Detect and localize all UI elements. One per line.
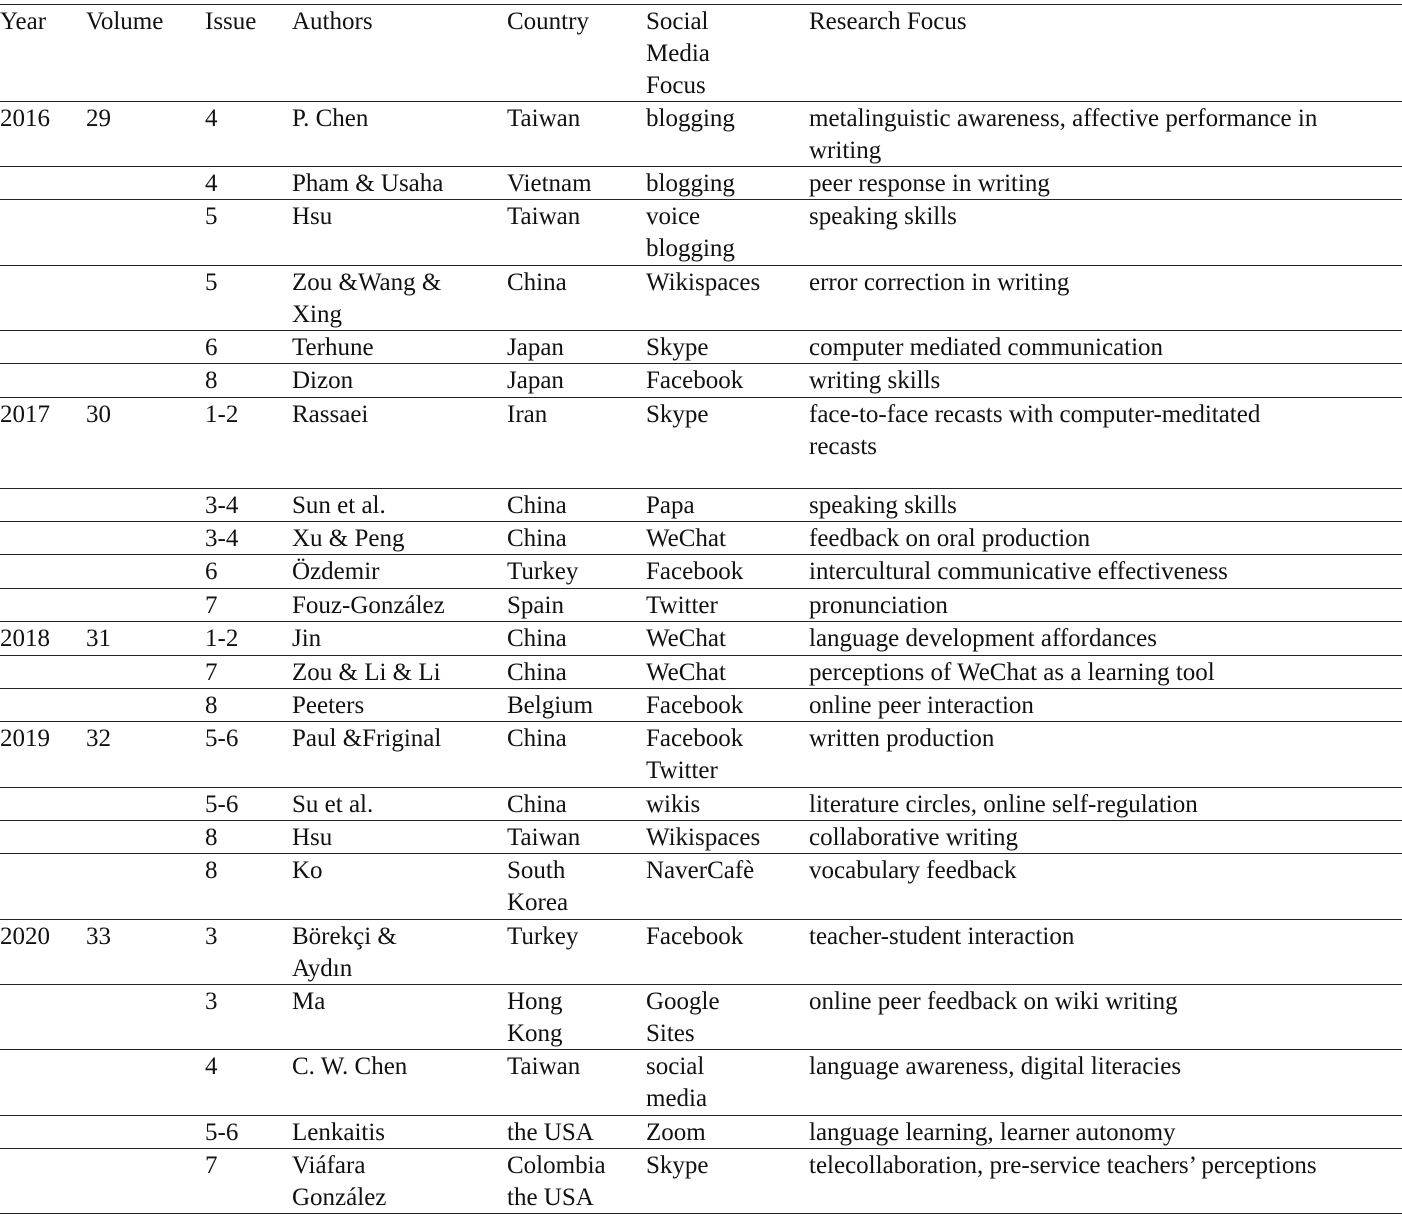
cell-focus-line: online peer interaction bbox=[809, 692, 1034, 719]
cell-volume-line: 32 bbox=[86, 725, 111, 752]
cell-country-line: South bbox=[507, 857, 566, 884]
cell-social-line: blogging bbox=[646, 105, 735, 132]
cell-focus bbox=[809, 556, 1228, 588]
cell-year bbox=[0, 103, 50, 135]
cell-focus-line: telecollaboration, pre-service teachers’ perceptions bbox=[809, 1152, 1317, 1179]
cell-issue bbox=[205, 855, 218, 887]
cell-issue-line: 6 bbox=[205, 558, 218, 585]
cell-social-line: Papa bbox=[646, 492, 695, 519]
cell-focus-line: online peer feedback on wiki writing bbox=[809, 988, 1178, 1015]
cell-social-line: Skype bbox=[646, 1152, 709, 1179]
cell-focus bbox=[809, 1117, 1176, 1149]
cell-issue bbox=[205, 267, 218, 299]
cell-issue bbox=[205, 201, 218, 233]
cell-social-line: wikis bbox=[646, 791, 701, 818]
cell-authors-line: Xing bbox=[292, 301, 342, 328]
cell-country-line: Kong bbox=[507, 1020, 563, 1047]
cell-country-line: China bbox=[507, 625, 567, 652]
cell-authors-line: Peeters bbox=[292, 692, 365, 719]
cell-country bbox=[507, 365, 564, 397]
cell-volume bbox=[86, 623, 111, 655]
cell-focus bbox=[809, 623, 1157, 655]
cell-authors bbox=[292, 168, 443, 200]
cell-issue-line: 5-6 bbox=[205, 1119, 239, 1146]
cell-social-line: Wikispaces bbox=[646, 269, 761, 296]
cell-issue bbox=[205, 822, 218, 854]
cell-issue-line: 1-2 bbox=[205, 625, 239, 652]
cell-focus-line: language awareness, digital literacies bbox=[809, 1053, 1182, 1080]
cell-social-line: Wikispaces bbox=[646, 824, 761, 851]
cell-issue bbox=[205, 556, 218, 588]
row-rule bbox=[0, 397, 1402, 398]
cell-authors-line: Aydın bbox=[292, 955, 353, 982]
cell-country-line: Turkey bbox=[507, 558, 579, 585]
cell-focus-line: pronunciation bbox=[809, 592, 948, 619]
cell-authors bbox=[292, 986, 325, 1018]
cell-issue-line: 5 bbox=[205, 269, 218, 296]
cell-year-line: 2019 bbox=[0, 725, 50, 752]
cell-country bbox=[507, 490, 567, 522]
cell-issue bbox=[205, 1150, 218, 1182]
cell-focus bbox=[809, 921, 1074, 953]
cell-country-line: Taiwan bbox=[507, 824, 581, 851]
cell-country-line: Taiwan bbox=[507, 1053, 581, 1080]
cell-focus bbox=[809, 789, 1198, 821]
cell-social bbox=[646, 690, 743, 722]
cell-issue-line: 8 bbox=[205, 367, 218, 394]
header-authors-line: Authors bbox=[292, 8, 373, 35]
cell-authors-line: Özdemir bbox=[292, 558, 380, 585]
cell-social-line: Google bbox=[646, 988, 720, 1015]
cell-social bbox=[646, 490, 695, 522]
cell-issue-line: 7 bbox=[205, 1152, 218, 1179]
cell-authors-line: Dizon bbox=[292, 367, 354, 394]
cell-issue bbox=[205, 332, 218, 364]
cell-country bbox=[507, 1051, 580, 1083]
header-issue-line: Issue bbox=[205, 8, 257, 35]
cell-country-line: China bbox=[507, 725, 567, 752]
cell-authors bbox=[292, 855, 323, 887]
cell-issue bbox=[205, 921, 218, 953]
cell-country-line: Turkey bbox=[507, 923, 579, 950]
cell-issue bbox=[205, 590, 218, 622]
cell-social-line: Twitter bbox=[646, 757, 718, 784]
cell-country bbox=[507, 523, 567, 555]
cell-authors bbox=[292, 657, 441, 689]
cell-focus-line: recasts bbox=[809, 433, 878, 460]
cell-issue bbox=[205, 103, 218, 135]
cell-country bbox=[507, 986, 563, 1050]
cell-volume bbox=[86, 103, 111, 135]
cell-social-line: NaverCafè bbox=[646, 857, 755, 884]
cell-authors-line: Pham & Usaha bbox=[292, 170, 444, 197]
cell-social bbox=[646, 1051, 707, 1115]
cell-issue-line: 3-4 bbox=[205, 492, 239, 519]
header-country-line: Country bbox=[507, 8, 589, 35]
cell-social bbox=[646, 657, 726, 689]
cell-focus bbox=[809, 1150, 1317, 1182]
cell-issue-line: 1-2 bbox=[205, 401, 239, 428]
cell-social bbox=[646, 523, 726, 555]
cell-authors-line: Rassaei bbox=[292, 401, 369, 428]
cell-focus bbox=[809, 986, 1178, 1018]
header-year bbox=[0, 6, 46, 38]
cell-issue bbox=[205, 690, 218, 722]
row-rule bbox=[0, 330, 1402, 331]
cell-authors-line: Zou & Li & Li bbox=[292, 659, 441, 686]
cell-issue bbox=[205, 523, 238, 555]
cell-authors-line: Terhune bbox=[292, 334, 374, 361]
cell-social-line: voice bbox=[646, 203, 701, 230]
cell-country-line: China bbox=[507, 269, 567, 296]
cell-issue bbox=[205, 490, 238, 522]
cell-focus bbox=[809, 103, 1317, 167]
cell-issue bbox=[205, 168, 218, 200]
cell-issue-line: 7 bbox=[205, 592, 218, 619]
cell-authors-line: Jin bbox=[292, 625, 322, 652]
cell-authors-line: Hsu bbox=[292, 824, 333, 851]
cell-authors bbox=[292, 332, 374, 364]
cell-year-line: 2020 bbox=[0, 923, 50, 950]
cell-focus-line: error correction in writing bbox=[809, 269, 1070, 296]
cell-social-line: media bbox=[646, 1085, 708, 1112]
cell-social-line: WeChat bbox=[646, 525, 726, 552]
cell-social bbox=[646, 789, 700, 821]
cell-authors bbox=[292, 201, 332, 233]
cell-authors bbox=[292, 789, 373, 821]
cell-focus bbox=[809, 523, 1090, 555]
header-country bbox=[507, 6, 589, 38]
cell-social bbox=[646, 723, 743, 787]
cell-country bbox=[507, 201, 580, 233]
cell-country-line: Japan bbox=[507, 334, 564, 361]
cell-issue bbox=[205, 365, 218, 397]
cell-issue-line: 3 bbox=[205, 988, 218, 1015]
cell-issue-line: 4 bbox=[205, 105, 218, 132]
cell-country-line: Spain bbox=[507, 592, 564, 619]
row-rule bbox=[0, 1115, 1402, 1116]
cell-focus-line: writing skills bbox=[809, 367, 941, 394]
cell-country-line: Colombia bbox=[507, 1152, 606, 1179]
cell-focus bbox=[809, 657, 1215, 689]
cell-country bbox=[507, 789, 567, 821]
cell-authors-line: Paul &Friginal bbox=[292, 725, 442, 752]
cell-issue bbox=[205, 1051, 218, 1083]
cell-focus-line: vocabulary feedback bbox=[809, 857, 1017, 884]
cell-authors bbox=[292, 690, 364, 722]
cell-social bbox=[646, 168, 735, 200]
cell-social bbox=[646, 332, 709, 364]
cell-social-line: Zoom bbox=[646, 1119, 706, 1146]
cell-issue-line: 8 bbox=[205, 824, 218, 851]
cell-country bbox=[507, 1150, 606, 1214]
cell-country bbox=[507, 690, 593, 722]
cell-issue-line: 5-6 bbox=[205, 791, 239, 818]
cell-authors bbox=[292, 1117, 385, 1149]
cell-authors bbox=[292, 523, 405, 555]
header-social-line: Social bbox=[646, 8, 709, 35]
cell-country bbox=[507, 822, 580, 854]
cell-authors-line: Zou &Wang & bbox=[292, 269, 442, 296]
cell-issue-line: 3 bbox=[205, 923, 218, 950]
cell-country bbox=[507, 921, 578, 953]
cell-year bbox=[0, 921, 50, 953]
cell-focus-line: intercultural communicative effectiveness bbox=[809, 558, 1228, 585]
cell-focus-line: literature circles, online self-regulation bbox=[809, 791, 1198, 818]
cell-issue bbox=[205, 1117, 238, 1149]
cell-authors-line: Lenkaitis bbox=[292, 1119, 386, 1146]
cell-focus bbox=[809, 690, 1034, 722]
cell-authors bbox=[292, 590, 445, 622]
cell-social-line: Sites bbox=[646, 1020, 695, 1047]
cell-social bbox=[646, 399, 709, 431]
cell-social-line: Twitter bbox=[646, 592, 718, 619]
cell-authors-line: Xu & Peng bbox=[292, 525, 405, 552]
cell-issue bbox=[205, 789, 238, 821]
header-social-line: Focus bbox=[646, 72, 706, 99]
cell-country-line: Japan bbox=[507, 367, 564, 394]
cell-social bbox=[646, 623, 726, 655]
cell-social-line: Facebook bbox=[646, 725, 744, 752]
cell-issue bbox=[205, 986, 218, 1018]
cell-issue-line: 5-6 bbox=[205, 725, 239, 752]
cell-social bbox=[646, 365, 743, 397]
cell-issue bbox=[205, 657, 218, 689]
cell-focus-line: face-to-face recasts with computer-meditated bbox=[809, 401, 1261, 428]
cell-volume-line: 31 bbox=[86, 625, 111, 652]
cell-focus-line: speaking skills bbox=[809, 203, 957, 230]
cell-country-line: Belgium bbox=[507, 692, 594, 719]
cell-country bbox=[507, 399, 547, 431]
cell-country bbox=[507, 332, 564, 364]
cell-social-line: Skype bbox=[646, 334, 709, 361]
cell-volume bbox=[86, 399, 111, 431]
cell-volume bbox=[86, 723, 111, 755]
cell-focus bbox=[809, 399, 1260, 463]
cell-issue-line: 7 bbox=[205, 659, 218, 686]
cell-social-line: WeChat bbox=[646, 659, 726, 686]
cell-country bbox=[507, 657, 567, 689]
cell-country-line: the USA bbox=[507, 1184, 594, 1211]
cell-country-line: Iran bbox=[507, 401, 548, 428]
cell-social-line: WeChat bbox=[646, 625, 726, 652]
cell-focus-line: feedback on oral production bbox=[809, 525, 1091, 552]
cell-authors bbox=[292, 1051, 407, 1083]
row-rule bbox=[0, 588, 1402, 589]
cell-issue-line: 4 bbox=[205, 1053, 218, 1080]
cell-country bbox=[507, 103, 580, 135]
row-rule bbox=[0, 919, 1402, 920]
header-year-line: Year bbox=[0, 8, 47, 35]
cell-social bbox=[646, 1117, 706, 1149]
cell-social bbox=[646, 201, 735, 265]
cell-social bbox=[646, 556, 743, 588]
cell-authors bbox=[292, 822, 332, 854]
cell-country-line: China bbox=[507, 492, 567, 519]
cell-focus bbox=[809, 723, 994, 755]
cell-focus bbox=[809, 168, 1050, 200]
cell-country-line: China bbox=[507, 791, 567, 818]
cell-authors bbox=[292, 921, 397, 985]
cell-social bbox=[646, 103, 735, 135]
cell-focus-line: perceptions of WeChat as a learning tool bbox=[809, 659, 1215, 686]
cell-social-line: Skype bbox=[646, 401, 709, 428]
header-focus-line: Research Focus bbox=[809, 8, 967, 35]
cell-country bbox=[507, 556, 578, 588]
cell-country-line: the USA bbox=[507, 1119, 594, 1146]
cell-social-line: blogging bbox=[646, 170, 735, 197]
cell-issue bbox=[205, 399, 238, 431]
cell-authors bbox=[292, 490, 386, 522]
cell-focus bbox=[809, 490, 957, 522]
header-authors bbox=[292, 6, 373, 38]
header-volume bbox=[86, 6, 163, 38]
cell-issue-line: 4 bbox=[205, 170, 218, 197]
cell-authors bbox=[292, 103, 368, 135]
cell-volume bbox=[86, 921, 111, 953]
cell-focus bbox=[809, 855, 1017, 887]
cell-social bbox=[646, 921, 743, 953]
cell-social-line: social bbox=[646, 1053, 705, 1080]
cell-authors-line: Viáfara bbox=[292, 1152, 366, 1179]
header-social-line: Media bbox=[646, 40, 710, 67]
cell-authors-line: P. Chen bbox=[292, 105, 369, 132]
cell-focus-line: collaborative writing bbox=[809, 824, 1018, 851]
cell-year-line: 2018 bbox=[0, 625, 50, 652]
cell-focus bbox=[809, 332, 1163, 364]
cell-country-line: China bbox=[507, 659, 567, 686]
cell-authors-line: Ko bbox=[292, 857, 323, 884]
cell-authors bbox=[292, 365, 353, 397]
cell-issue-line: 8 bbox=[205, 692, 218, 719]
cell-focus-line: speaking skills bbox=[809, 492, 957, 519]
cell-year-line: 2017 bbox=[0, 401, 50, 428]
cell-social-line: Facebook bbox=[646, 558, 744, 585]
cell-authors-line: González bbox=[292, 1184, 387, 1211]
cell-authors bbox=[292, 399, 368, 431]
cell-focus-line: metalinguistic awareness, affective performance in bbox=[809, 105, 1318, 132]
cell-issue bbox=[205, 623, 238, 655]
cell-focus-line: language development affordances bbox=[809, 625, 1157, 652]
cell-authors bbox=[292, 1150, 386, 1214]
cell-year bbox=[0, 623, 50, 655]
cell-country bbox=[507, 590, 564, 622]
cell-country-line: Taiwan bbox=[507, 105, 581, 132]
cell-focus bbox=[809, 365, 940, 397]
cell-authors-line: Börekçi & bbox=[292, 923, 397, 950]
cell-authors-line: Su et al. bbox=[292, 791, 374, 818]
header-issue bbox=[205, 6, 256, 38]
cell-focus bbox=[809, 267, 1069, 299]
cell-issue-line: 8 bbox=[205, 857, 218, 884]
cell-country bbox=[507, 168, 592, 200]
row-rule bbox=[0, 1213, 1402, 1214]
cell-volume-line: 29 bbox=[86, 105, 111, 132]
cell-focus-line: language learning, learner autonomy bbox=[809, 1119, 1176, 1146]
cell-social bbox=[646, 267, 760, 299]
cell-focus-line: writing bbox=[809, 137, 882, 164]
cell-focus-line: written production bbox=[809, 725, 995, 752]
cell-country bbox=[507, 623, 567, 655]
cell-focus-line: peer response in writing bbox=[809, 170, 1050, 197]
cell-social bbox=[646, 855, 754, 887]
cell-authors-line: Hsu bbox=[292, 203, 333, 230]
cell-authors bbox=[292, 623, 321, 655]
header-social bbox=[646, 6, 710, 102]
header-volume-line: Volume bbox=[86, 8, 164, 35]
cell-country bbox=[507, 723, 567, 755]
header-focus bbox=[809, 6, 967, 38]
cell-authors-line: Ma bbox=[292, 988, 326, 1015]
cell-country bbox=[507, 855, 568, 919]
cell-country bbox=[507, 1117, 594, 1149]
cell-issue-line: 3-4 bbox=[205, 525, 239, 552]
cell-focus-line: computer mediated communication bbox=[809, 334, 1164, 361]
row-rule bbox=[0, 787, 1402, 788]
cell-year bbox=[0, 399, 50, 431]
cell-focus bbox=[809, 822, 1018, 854]
cell-authors-line: Sun et al. bbox=[292, 492, 386, 519]
cell-issue-line: 5 bbox=[205, 203, 218, 230]
cell-country-line: Hong bbox=[507, 988, 563, 1015]
cell-focus bbox=[809, 590, 948, 622]
cell-authors-line: C. W. Chen bbox=[292, 1053, 408, 1080]
cell-focus bbox=[809, 201, 957, 233]
cell-year bbox=[0, 723, 50, 755]
row-rule bbox=[0, 655, 1402, 656]
cell-issue bbox=[205, 723, 238, 755]
cell-country bbox=[507, 267, 567, 299]
cell-social-line: Facebook bbox=[646, 923, 744, 950]
cell-country-line: China bbox=[507, 525, 567, 552]
row-rule bbox=[0, 984, 1402, 985]
cell-social bbox=[646, 822, 760, 854]
cell-authors bbox=[292, 267, 441, 331]
cell-issue-line: 6 bbox=[205, 334, 218, 361]
cell-authors bbox=[292, 556, 379, 588]
row-rule bbox=[0, 488, 1402, 489]
cell-country-line: Korea bbox=[507, 889, 569, 916]
cell-volume-line: 33 bbox=[86, 923, 111, 950]
cell-year-line: 2016 bbox=[0, 105, 50, 132]
cell-country-line: Taiwan bbox=[507, 203, 581, 230]
cell-social-line: blogging bbox=[646, 235, 735, 262]
cell-authors bbox=[292, 723, 441, 755]
cell-social bbox=[646, 986, 720, 1050]
table-top-rule bbox=[0, 4, 1402, 5]
cell-focus bbox=[809, 1051, 1181, 1083]
cell-social bbox=[646, 1150, 709, 1182]
cell-focus-line: teacher-student interaction bbox=[809, 923, 1075, 950]
cell-social-line: Facebook bbox=[646, 692, 744, 719]
cell-country-line: Vietnam bbox=[507, 170, 592, 197]
cell-volume-line: 30 bbox=[86, 401, 111, 428]
row-rule bbox=[0, 265, 1402, 266]
cell-authors-line: Fouz-González bbox=[292, 592, 445, 619]
cell-social-line: Facebook bbox=[646, 367, 744, 394]
cell-social bbox=[646, 590, 718, 622]
